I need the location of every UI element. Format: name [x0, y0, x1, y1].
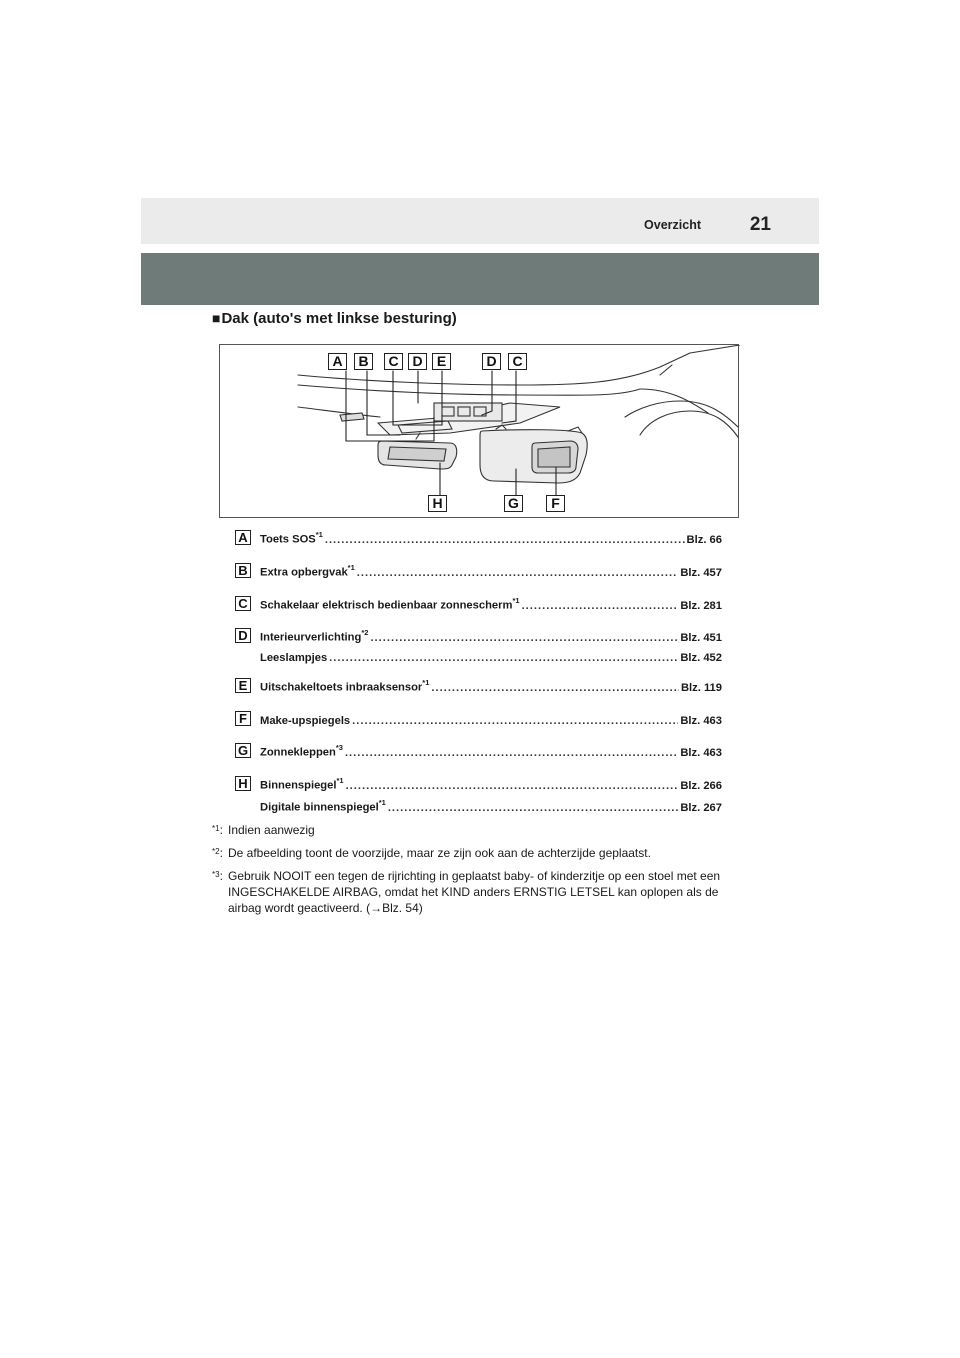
- footnote-mark: *1: [315, 530, 323, 540]
- page-reference: Blz. 451: [680, 632, 722, 644]
- footnote-text: Gebruik NOOIT een tegen de rijrichting in geplaatst baby- of kinderzitje op een stoel met een INGESCHAKELDE AIRBAG, omdat het KIND anders ERNSTIG LETSEL kan oplopen als de airbag wordt geactiveerd. (→Blz. 54): [228, 869, 721, 915]
- page-reference: Blz. 266: [680, 780, 722, 792]
- footnote: *3: Gebruik NOOIT een tegen de rijrichting in geplaatst baby- of kinderzitje op een stoel met een INGESCHAKELDE AIRBAG, omdat het KIND anders ERNSTIG LETSEL kan oplopen als de airbag wordt geactiveerd. (→Blz. 54): [212, 869, 721, 915]
- footnote-mark: *2: [361, 628, 369, 638]
- page-reference: Blz. 267: [680, 802, 722, 814]
- item-label: Toets SOS: [260, 534, 316, 546]
- callout-top-e: E: [432, 353, 451, 370]
- list-item-intrusion-sensor: [260, 680, 722, 694]
- callout-top-b: B: [354, 353, 373, 370]
- item-label: Binnenspiegel: [260, 780, 337, 792]
- list-item-sun-visors: [260, 745, 722, 759]
- item-label: Digitale binnenspiegel: [260, 802, 379, 814]
- item-letter-g: G: [235, 743, 251, 758]
- page-reference: Blz. 463: [680, 747, 722, 759]
- footnote: *2: De afbeelding toont de voorzijde, maar ze zijn ook aan de achterzijde geplaatst.: [212, 846, 651, 860]
- section-name: Overzicht: [644, 218, 701, 232]
- page-reference: Blz. 281: [680, 600, 722, 612]
- item-label: Interieurverlichting: [260, 632, 362, 644]
- footnote-text: Indien aanwezig: [228, 823, 315, 837]
- list-item-interior-light: [260, 630, 722, 644]
- list-item-sos: [260, 532, 722, 546]
- footnote-mark: *1: [422, 678, 430, 688]
- item-label: Make-upspiegels: [260, 715, 351, 727]
- list-item-sunshade-switch: [260, 598, 722, 612]
- item-letter-f: F: [235, 711, 251, 726]
- footnote-mark: *1: [347, 563, 355, 573]
- roof-drawing: [220, 345, 740, 519]
- callout-top-c: C: [384, 353, 403, 370]
- page-reference: Blz. 66: [686, 534, 722, 546]
- item-label: Schakelaar elektrisch bedienbaar zonnescherm: [260, 600, 513, 612]
- callout-bottom-g: G: [504, 495, 523, 512]
- item-letter-a: A: [235, 530, 251, 545]
- callout-top-d2: D: [482, 353, 501, 370]
- footnote-mark: *1: [378, 798, 386, 808]
- section-heading: [212, 310, 457, 327]
- footnotes: [212, 822, 752, 923]
- footnote-mark: *1: [512, 596, 520, 606]
- footnote-number: *2: [212, 847, 220, 856]
- list-item-vanity-mirrors: [260, 713, 722, 727]
- item-letter-h: H: [235, 776, 251, 791]
- item-letter-c: C: [235, 596, 251, 611]
- callout-top-c2: C: [508, 353, 527, 370]
- page-number: 21: [749, 214, 771, 235]
- callout-bottom-h: H: [428, 495, 447, 512]
- footnote-number: *3: [212, 870, 220, 879]
- page-header: [141, 198, 819, 244]
- heading-text: Dak (auto's met linkse besturing): [221, 310, 457, 327]
- footnote-mark: *3: [335, 743, 343, 753]
- page-reference: Blz. 457: [680, 567, 722, 579]
- list-item-rear-view-mirror: [260, 778, 722, 792]
- item-label: Uitschakeltoets inbraaksensor: [260, 682, 423, 694]
- roof-illustration: [219, 344, 739, 518]
- callout-top-a: A: [328, 353, 347, 370]
- page-reference: Blz. 452: [680, 652, 722, 664]
- callout-bottom-f: F: [546, 495, 565, 512]
- list-item-digital-mirror: [260, 800, 722, 814]
- page-reference: Blz. 119: [680, 682, 722, 694]
- footnote-text: De afbeelding toont de voorzijde, maar ze zijn ook aan de achterzijde geplaatst.: [228, 846, 651, 860]
- item-label: Extra opbergvak: [260, 567, 348, 579]
- item-label: Zonnekleppen: [260, 747, 336, 759]
- callout-top-d: D: [408, 353, 427, 370]
- footnote-mark: *1: [336, 776, 344, 786]
- heading-bullet: ■: [212, 310, 221, 326]
- item-letter-d: D: [235, 628, 251, 643]
- page-reference: Blz. 463: [680, 715, 722, 727]
- item-letter-b: B: [235, 563, 251, 578]
- footnote: *1: Indien aanwezig: [212, 823, 315, 837]
- list-item-storage: [260, 565, 722, 579]
- header-band: [141, 253, 819, 305]
- list-item-reading-lights: [260, 650, 722, 664]
- footnote-number: *1: [212, 824, 220, 833]
- item-letter-e: E: [235, 678, 251, 693]
- item-label: Leeslampjes: [260, 652, 328, 664]
